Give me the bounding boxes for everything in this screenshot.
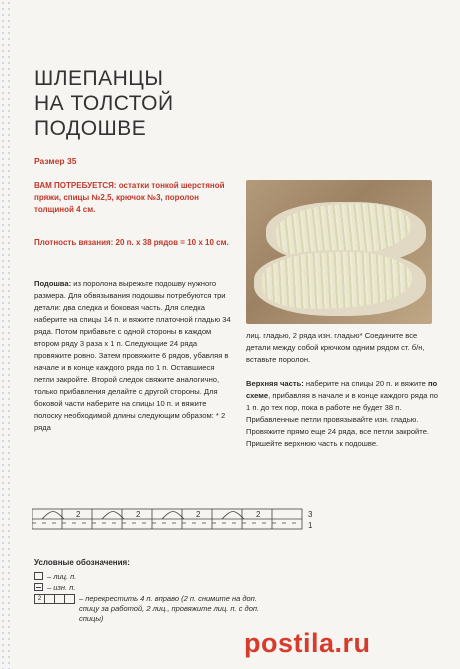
chart-row-label-3: 3: [308, 510, 313, 519]
purl-symbol-icon: [34, 583, 43, 591]
sole-instructions: из поролона вырежьте подошву нужного размера. Для обвязывания подошвы потребуются три детали: два следка и боковая часть. Для следка наберите на спицы 14 п. и вяжите платочной гладью 34 ряда. Потом прибавьте с одной стороны в каждом втором ряду 3 раза х 1 п. Следующие 24 ряда провяжите ровно. Затем провяжите 6 рядов, убавляя в начале и в конце каждого ряда по 1 п. Оставшиеся петли закройте. Второй следок свяжите аналогично, только прибавления делайте с другой стороны. Для боковой части наберите на спицы 10 п. и вяжите полоску необходимой длины следующим образом: * 2 ряда: [34, 279, 231, 432]
legend-knit-text: – лиц. п.: [47, 572, 77, 581]
knitting-chart: [32, 503, 322, 537]
knit-symbol-icon: [34, 572, 43, 580]
legend-item-purl: [34, 583, 264, 593]
left-column-text: [34, 278, 236, 434]
chart-cell-3: 2: [196, 510, 201, 519]
watermark-logo: postila.ru: [244, 628, 371, 658]
chart-row-label-1: 1: [308, 521, 313, 530]
title-line-1: ШЛЕПАНЦЫ: [34, 67, 164, 90]
page-title: [34, 66, 174, 141]
chart-cell-1: 2: [76, 510, 81, 519]
legend-title: Условные обозначения:: [34, 558, 130, 567]
sole-heading: Подошва:: [34, 279, 72, 288]
upper-part-block: [246, 378, 442, 450]
title-line-2: НА ТОЛСТОЙ: [34, 92, 174, 115]
slippers-photo: [246, 180, 432, 324]
title-line-3: ПОДОШВЕ: [34, 117, 147, 140]
legend-item-knit: [34, 572, 264, 582]
upper-text-b: , прибавляя в начале и в конце каждого ряда по 1 п. до тех пор, пока в работе не будет 38 п. Прибавленные петли провязывайте изн. гладью. Провяжите прямо еще 24 ряда, все петли закройте. Пришейте верхнюю часть к подошве.: [246, 391, 438, 448]
upper-scheme-link: по схеме: [246, 379, 438, 400]
legend: [34, 572, 264, 625]
legend-item-cross: [34, 594, 264, 624]
legend-purl-text: – изн. п.: [47, 583, 76, 592]
cross-cell-label: 2: [35, 595, 45, 603]
upper-text-a: наберите на спицы 20 п. и вяжите: [303, 379, 428, 388]
size-label: Размер 35: [34, 156, 77, 166]
materials-text: ВАМ ПОТРЕБУЕТСЯ: остатки тонкой шерстяной пряжи, спицы №2,5, крючок №3, поролон толщиной 4 см.: [34, 181, 225, 214]
upper-heading: Верхняя часть:: [246, 379, 304, 388]
cable-cross-symbol-icon: [34, 594, 75, 604]
right-column-text: [246, 330, 442, 450]
gauge-text: Плотность вязания: 20 п. х 38 рядов = 10 х 10 см.: [34, 238, 229, 247]
decorative-dots: [0, 0, 14, 669]
legend-cross-text: – перекрестить 4 п. вправо (2 п. снимите на доп. спицу за работой, 2 лиц., провяжите лиц. п. с доп. спицы): [79, 594, 260, 623]
chart-cell-2: 2: [136, 510, 141, 519]
chart-cell-4: 2: [256, 510, 261, 519]
assembly-instructions: лиц. гладью, 2 ряда изн. гладью* Соедините все детали между собой крючком одним рядом ст. б/н, вставьте поролон.: [246, 331, 425, 364]
